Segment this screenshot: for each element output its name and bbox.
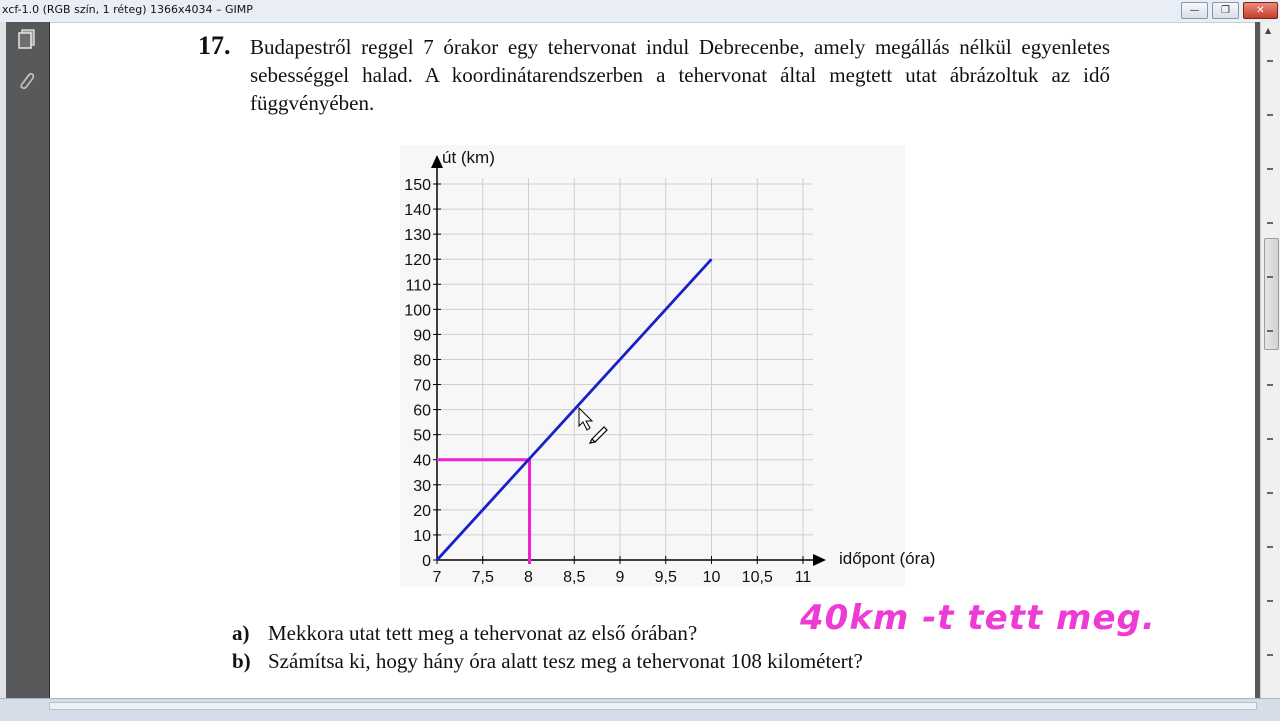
vertical-scrollbar[interactable] bbox=[1260, 22, 1280, 698]
y-tick-label: 0 bbox=[422, 553, 431, 570]
y-tick-label: 40 bbox=[413, 452, 431, 470]
close-button[interactable]: ✕ bbox=[1243, 2, 1278, 19]
question-a-label: a) bbox=[232, 621, 250, 645]
scroll-up-icon[interactable]: ▲ bbox=[1265, 26, 1272, 35]
x-tick-label: 11 bbox=[794, 569, 812, 586]
restore-button[interactable]: ❐ bbox=[1212, 2, 1239, 19]
x-tick-label: 7 bbox=[432, 569, 442, 586]
page-marker bbox=[1267, 600, 1273, 602]
page-marker bbox=[1267, 222, 1273, 224]
y-tick-label: 110 bbox=[405, 277, 431, 295]
horizontal-scrollbar[interactable] bbox=[0, 698, 1280, 721]
page-marker bbox=[1267, 546, 1273, 548]
pages-icon[interactable] bbox=[16, 28, 38, 50]
page-marker bbox=[1267, 492, 1273, 494]
window-titlebar bbox=[0, 0, 1280, 23]
x-tick-label: 10 bbox=[702, 569, 721, 586]
question-a-text: Mekkora utat tett meg a tehervonat az első órában? bbox=[268, 621, 698, 645]
y-tick-label: 60 bbox=[413, 402, 431, 420]
problem-number: 17. bbox=[198, 31, 231, 60]
x-tick-label: 8,5 bbox=[563, 569, 586, 586]
y-tick-label: 70 bbox=[413, 377, 431, 395]
x-tick-label: 7,5 bbox=[471, 569, 494, 586]
distance-time-chart bbox=[395, 140, 955, 595]
scrollbar-thumb[interactable] bbox=[1264, 238, 1279, 350]
y-tick-label: 120 bbox=[404, 252, 431, 270]
x-tick-label: 9 bbox=[615, 569, 625, 586]
question-b-label: b) bbox=[232, 649, 251, 673]
y-tick-label: 150 bbox=[404, 177, 431, 194]
side-panel-edge bbox=[0, 22, 6, 698]
x-tick-label: 9,5 bbox=[654, 569, 677, 586]
question-b-text: Számítsa ki, hogy hány óra alatt tesz meg a tehervonat 108 kilométert? bbox=[268, 649, 863, 673]
y-tick-label: 130 bbox=[404, 227, 431, 245]
handwritten-answer: 40km -t tett meg. bbox=[800, 598, 1156, 638]
y-tick-label: 140 bbox=[404, 202, 431, 220]
y-tick-label: 10 bbox=[413, 527, 431, 545]
page-marker bbox=[1267, 168, 1273, 170]
page-marker bbox=[1267, 114, 1273, 116]
x-axis-label: időpont (óra) bbox=[839, 549, 936, 568]
y-tick-label: 80 bbox=[413, 352, 431, 370]
page-marker bbox=[1267, 438, 1273, 440]
y-tick-label: 30 bbox=[413, 477, 431, 495]
minimize-button[interactable]: — bbox=[1181, 2, 1208, 19]
page-marker bbox=[1267, 654, 1273, 656]
y-tick-label: 90 bbox=[413, 327, 431, 345]
page-marker bbox=[1267, 384, 1273, 386]
x-tick-label: 8 bbox=[524, 569, 533, 586]
side-panel bbox=[0, 22, 50, 698]
y-tick-label: 20 bbox=[413, 502, 431, 520]
page-marker bbox=[1267, 330, 1273, 332]
y-axis-label: út (km) bbox=[442, 148, 495, 167]
page-marker bbox=[1267, 276, 1273, 278]
chart-background bbox=[400, 145, 905, 587]
problem-statement: Budapestről reggel 7 órakor egy tehervonat indul Debrecenbe, amely megállás nélkül egyenletes sebességgel halad. A koordinátarendszerben a tehervonat által megtett utat ábrázoltuk az idő függvényében. bbox=[250, 35, 1110, 115]
y-tick-label: 100 bbox=[404, 302, 431, 320]
chart-grid bbox=[400, 145, 905, 587]
attachment-icon[interactable] bbox=[16, 70, 38, 92]
y-tick-label: 50 bbox=[413, 427, 431, 445]
x-tick-label: 10,5 bbox=[741, 569, 773, 586]
horizontal-scroll-track[interactable] bbox=[49, 702, 1257, 710]
window-title: xcf-1.0 (RGB szín, 1 réteg) 1366x4034 – GIMP bbox=[2, 3, 253, 16]
page-marker bbox=[1267, 60, 1273, 62]
